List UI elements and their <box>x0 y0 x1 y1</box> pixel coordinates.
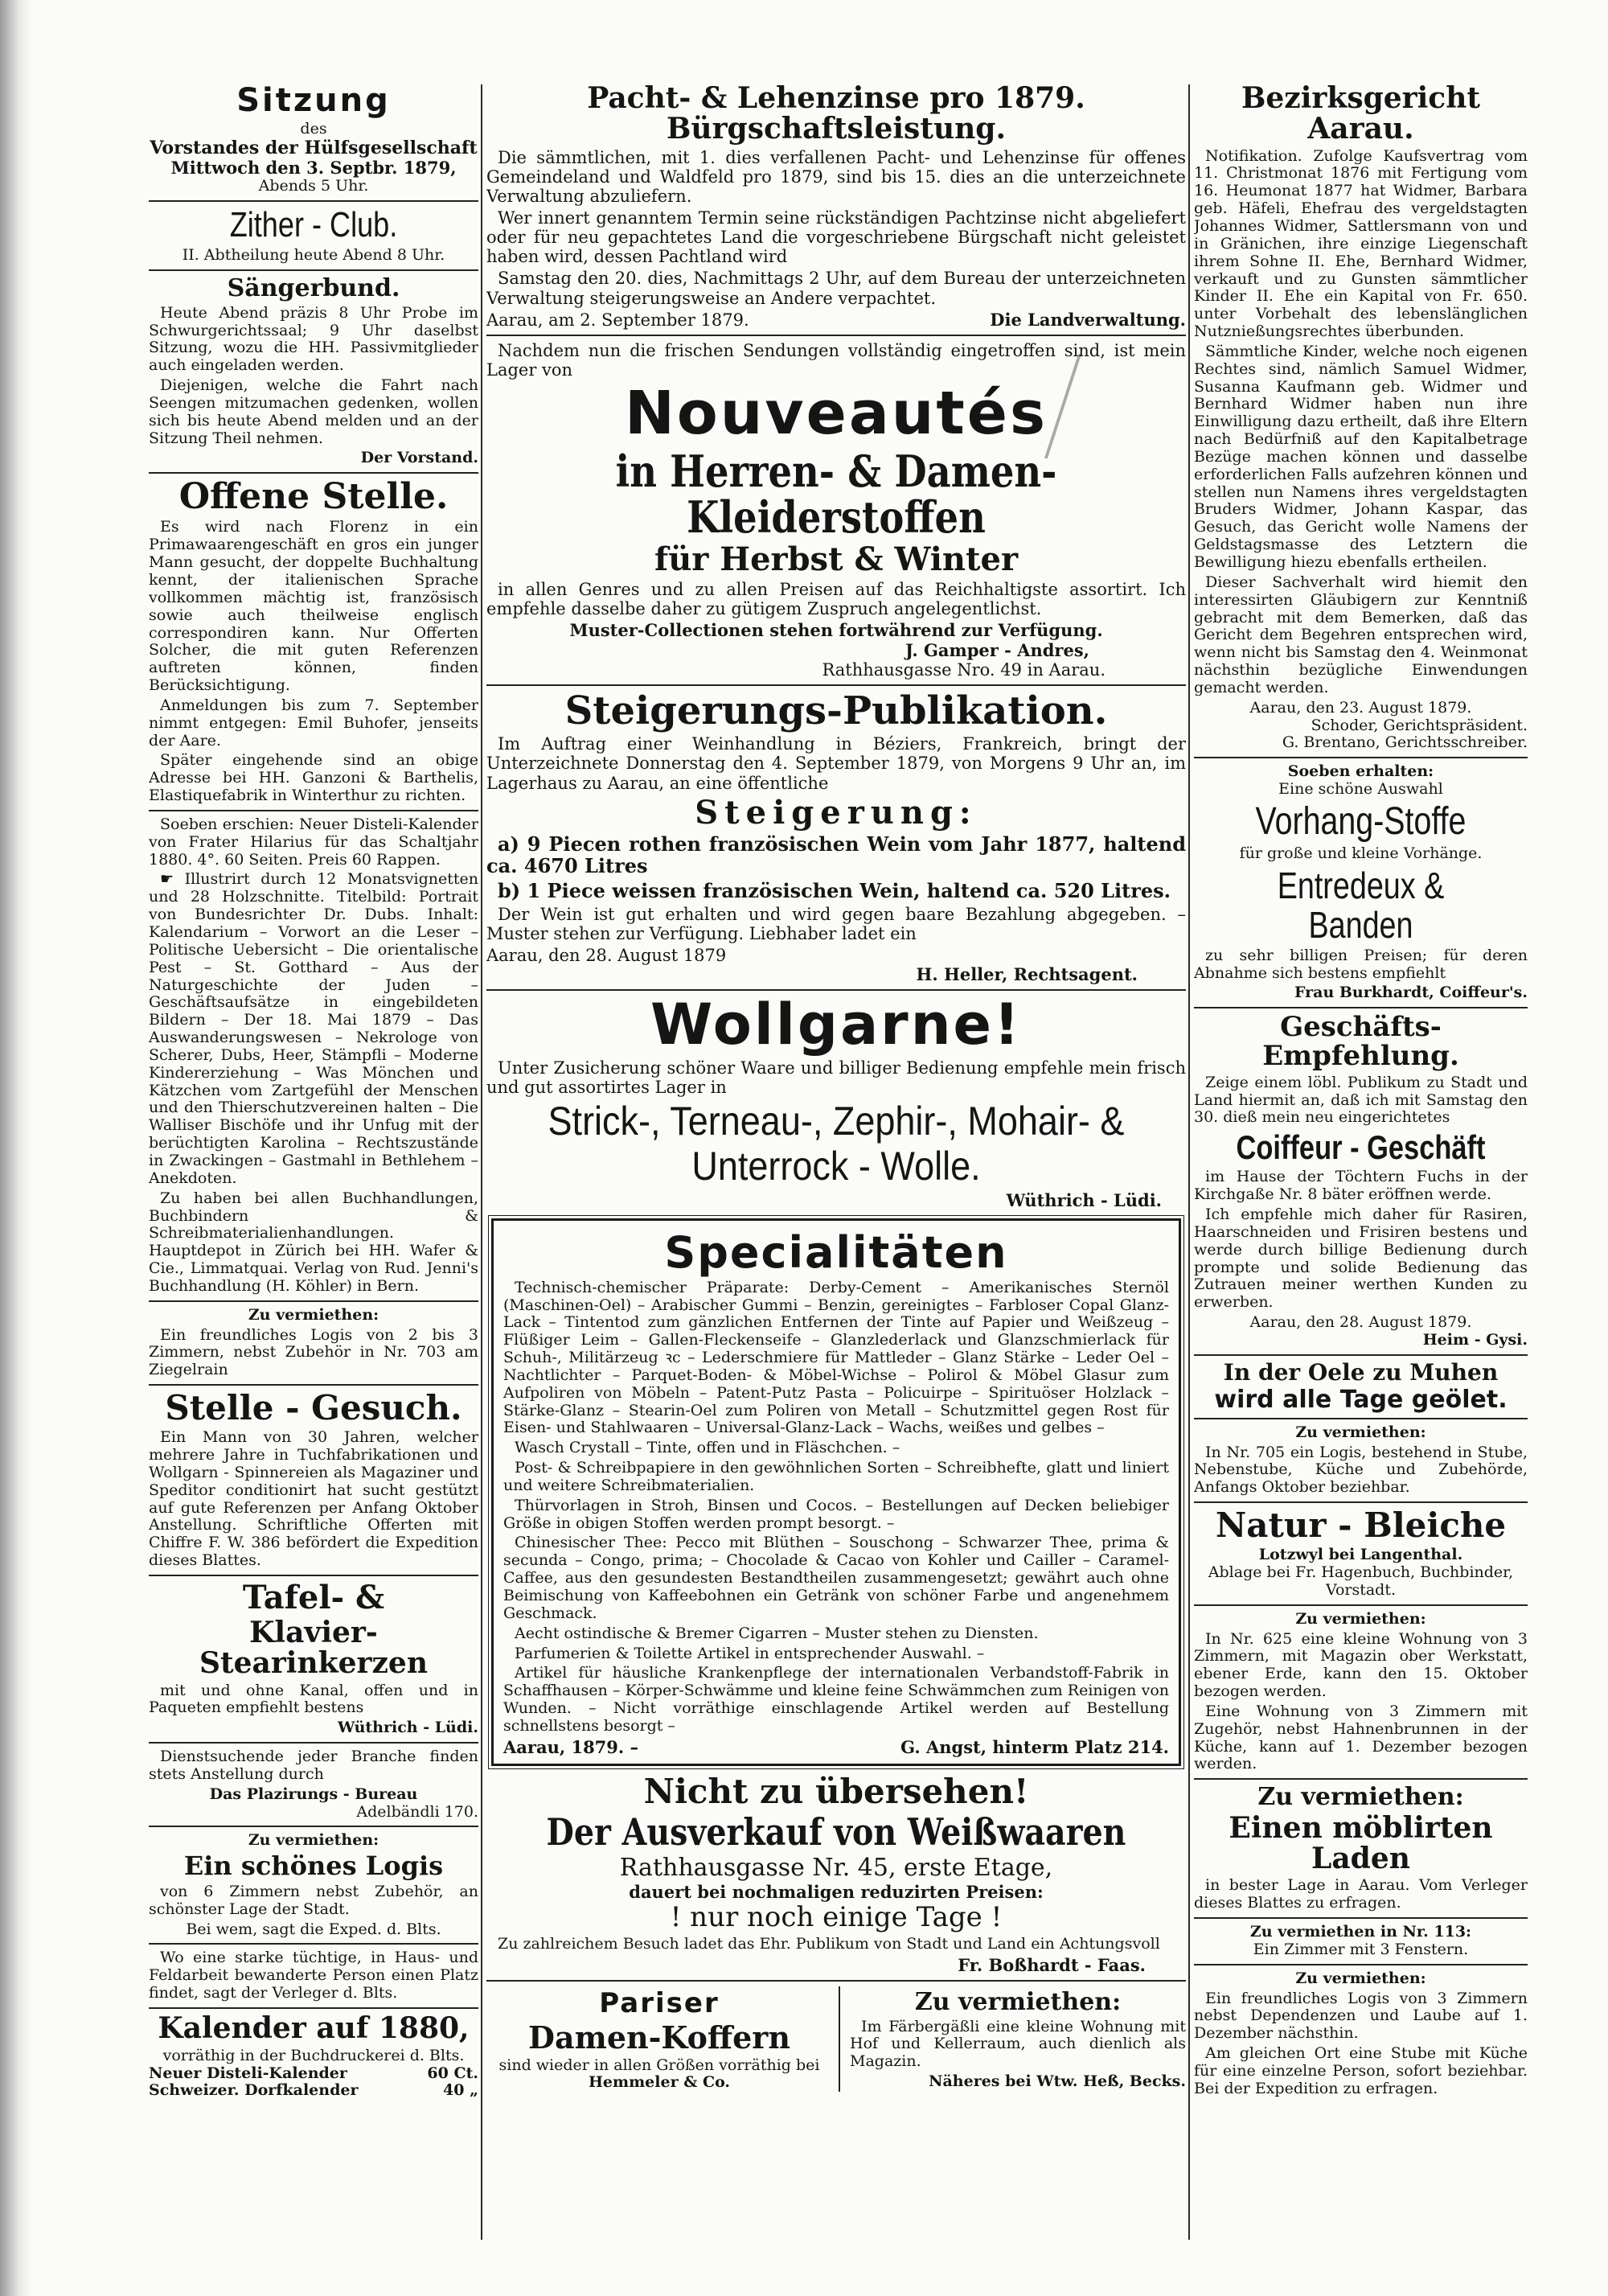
woll-sign: Wüthrich - Lüdi. <box>1006 1189 1162 1210</box>
gesch-title: Geschäfts-Empfehlung. <box>1262 1011 1459 1073</box>
gesuch-text: Ein Mann von 30 Jahren, welcher mehrere Jahre in Tuchfabrikationen und Wollgarn - Spinnereien als Magaziner und Speditor conditionirt hat sucht gestützt auf gute Referenzen per Anfang Oktober Anstellung. Schriftliche Offerten mit Chiffre F. W. 386 befördert die Expedition dieses Blattes. <box>149 1428 478 1570</box>
tafel-sign: Wüthrich - Lüdi. <box>338 1719 478 1737</box>
pacht-footer <box>486 310 1186 330</box>
saengerbund-p2: Diejenigen, welche die Fahrt nach Seengen mitzumachen gedenken, wollen sich bis heute Abend melden und an der Sitzung Theil nehmen. <box>149 376 478 447</box>
column-left <box>149 80 478 2100</box>
kalender-p2: ☛ Illustrirt durch 12 Monatsvignetten und 28 Holzschnitte. Titelbild: Portrait von Bundesrichter Dr. Dubs. Inhalt: Kalendarium – Vorwort an die Leser – Politische Uebersicht – Die orientalische Pest – St. Gotthard – Aus der Naturgeschichte der Juden – Geschäftsaufsätze in eingebildeten Bildern – Der 18. Mai 1879 – Das Auswanderungswesen – Nekrologe von Scherer, Dubs, Heer, Stämpfli – Moderne Kindererziehung – Was Mönchen und Kätzchen vom Zartgefühl der Menschen und den Thierschutzvereinen halten – Die Walliser Bischöfe und ihr Unfug mit der berüchtigten Karolina – Rechtszustände in Zwackingen – Gastmahl in Bethlehem – Anekdoten. <box>149 870 478 1187</box>
spec-p5: Chinesischer Thee: Pecco mit Blüthen – Souschong – Schwarzer Thee, prima & secunda – Congo, prima; – Chocolade & Cacao von Kohler und Cailler – Caramel-Caffee, aus den gesundesten Bestandtheilen zusammengesetzt; gewährt auch ohne Beimischung von Kaffeebohnen ein Getränk von schöner Farbe und angenehmem Geschmack. <box>503 1534 1169 1622</box>
offene-p2: Anmeldungen bis zum 7. September nimmt entgegen: Emil Buhofer, jenseits der Aare. <box>149 696 478 750</box>
ad-nouveautes <box>486 341 1186 680</box>
verm3-text: In Nr. 705 ein Logis, bestehend in Stube, Nebenstube, Küche und Zubehörde, Anfangs Oktober beziehbar. <box>1194 1443 1528 1497</box>
woll-line2: Unterrock - Wolle. <box>691 1144 981 1189</box>
dienst-text: Dienstsuchende jeder Branche finden stets Anstellung durch <box>149 1748 478 1783</box>
ad-vermiethen-5 <box>1194 1970 1528 2098</box>
pacht-p1: Die sämmtlichen, mit 1. dies verfallenen Pacht- und Lehenzinse für offenes Gemeindeland und Waldfeld pro 1879, sind bis 15. dies an die unterzeichnete Verwaltung abzuliefern. <box>486 147 1186 206</box>
nouv-text: in allen Genres und zu allen Preisen auf das Reichhaltigste assortirt. Ich empfehle dasselbe daher zu gütigem Zuspruch angelegentlichst. <box>486 580 1186 619</box>
divider <box>1194 1964 1528 1965</box>
tafel-title1: Tafel- & <box>242 1578 385 1616</box>
kal1880-item1: Neuer Disteli-Kalender <box>149 2064 347 2082</box>
ad-logis <box>149 1832 478 1938</box>
bezirk-s2: G. Brentano, Gerichtsschreiber. <box>1282 733 1528 752</box>
divider <box>1194 1604 1528 1606</box>
nouv-sub2: für Herbst & Winter <box>654 540 1019 579</box>
ad-laden <box>1194 1785 1528 1912</box>
ad-pacht <box>486 81 1186 330</box>
oele-t2: wird alle Tage geölet. <box>1214 1386 1508 1415</box>
spec-title: Specialitäten <box>664 1226 1008 1278</box>
vorhang-head: Soeben erhalten: <box>1287 762 1434 781</box>
divider <box>149 810 478 811</box>
koffer-t1: Pariser <box>599 1987 720 2020</box>
ad-kalender-1880 <box>149 2011 478 2100</box>
logis-wem: Bei wem, sagt die Exped. d. Blts. <box>186 1920 441 1938</box>
tafel-title2: Klavier-Stearinkerzen <box>199 1615 428 1680</box>
offene-p3: Später eingehende sind an obige Adresse bei HH. Ganzoni & Barthelis, Elastiquefabrik in Winterthur zu richten. <box>149 751 478 805</box>
koffer-t2: Damen-Koffern <box>528 2019 790 2056</box>
kal1880-title: Kalender auf 1880, <box>158 2011 470 2045</box>
kal1880-price2: 40 „ <box>443 2081 478 2100</box>
divider <box>149 2007 478 2009</box>
laden-head: Zu vermiethen: <box>1257 1783 1464 1812</box>
verm5-head: Zu vermiethen: <box>1295 1969 1426 1987</box>
woll-title: Wollgarne! <box>650 992 1022 1058</box>
dienst-office: Das Plazirungs - Bureau <box>209 1785 418 1803</box>
ad-specialitaeten <box>491 1218 1181 1766</box>
ad-vermiethen-4 <box>1194 1611 1528 1774</box>
gesch-date: Aarau, den 28. August 1879. <box>1249 1313 1472 1332</box>
nouv-sign1: J. Gamper - Andres, <box>905 639 1089 660</box>
divider <box>1194 1501 1528 1503</box>
ad-oele <box>1194 1358 1528 1415</box>
kal1880-row <box>149 2082 478 2100</box>
spec-footer <box>503 1738 1169 1757</box>
ad-kalender <box>149 816 478 1296</box>
divider <box>149 200 478 202</box>
vorhang-text2: für große und kleine Vorhänge. <box>1239 844 1483 863</box>
divider <box>486 1980 1186 1982</box>
divider <box>149 1575 478 1576</box>
bezirk-s1: Schoder, Gerichtspräsident. <box>1311 716 1528 734</box>
tafel-text: mit und ohne Kanal, offen und in Paqueten empfiehlt bestens <box>149 1681 478 1717</box>
nouv-intro: Nachdem nun die frischen Sendungen vollständig eingetroffen sind, ist mein Lager von <box>486 340 1186 380</box>
ausverk-addr: Rathhausgasse Nr. 45, erste Etage, <box>619 1854 1053 1883</box>
kal1880-price1: 60 Ct. <box>427 2064 478 2082</box>
nouv-sign2: Rathhausgasse Nro. 49 in Aarau. <box>822 659 1106 680</box>
column-middle <box>486 80 1186 2092</box>
vorhang-text3: zu sehr billigen Preisen; für deren Abnahme sich bestens empfiehlt <box>1194 946 1528 982</box>
ad-sitzung <box>149 84 478 195</box>
ad-damen-koffern <box>486 1986 840 2092</box>
steig-p1: Im Auftrag einer Weinhandlung in Béziers, Frankreich, bringt der Unterzeichnete Donnerstag den 4. September 1879, von Morgens 9 Uhr an, im Lagerhaus zu Aarau, an eine öffentliche <box>486 734 1186 793</box>
ad-magd <box>149 1949 478 2002</box>
bezirk-title: Bezirksgericht Aarau. <box>1241 81 1481 146</box>
verm113-text: Ein Zimmer mit 3 Fenstern. <box>1253 1940 1469 1958</box>
spec-p4: Thürvorlagen in Stroh, Binsen und Cocos. – Bestellungen auf Decken beliebiger Größe in obigen Stoffen werden prompt besorgt. – <box>503 1496 1169 1532</box>
divider <box>149 1384 478 1386</box>
spec-sign: G. Angst, hinterm Platz 214. <box>900 1736 1169 1757</box>
logis-text: von 6 Zimmern nebst Zubehör, an schönster Lage der Stadt. <box>149 1882 478 1918</box>
logis-head: Zu vermiethen: <box>248 1831 379 1850</box>
oele-t1: In der Oele zu Muhen <box>1223 1358 1499 1386</box>
pacht-title: Pacht- & Lehenzinse pro 1879. Bürgschaftsleistung. <box>587 81 1085 146</box>
spec-p8: Artikel für häusliche Krankenpflege der internationalen Verbandstoff-Fabrik in Schaffhausen – Körper-Schwämme und kleine feine Schwämmchen zum Reinigen von Wunden. – Nicht vorräthige einschlagende Artikel werden auf Bestellung schnellstens besorgt – <box>503 1664 1169 1735</box>
divider <box>1194 1778 1528 1780</box>
gesch-p3: Ich empfehle mich daher für Rasiren, Haarschneiden und Frisiren bestens und werde durch billige Bedienung durch prompte und solide Bedienung das Zutrauen meiner werthen Kunden zu erwerben. <box>1194 1206 1528 1312</box>
ad-steigerung <box>486 688 1186 984</box>
steig-sign: H. Heller, Rechtsagent. <box>916 963 1138 984</box>
ad-natur-bleiche <box>1194 1505 1528 1600</box>
column-rule-right <box>1188 84 1190 2240</box>
divider <box>149 1300 478 1302</box>
woll-text: Unter Zusicherung schöner Waare und billiger Bedienung empfehle mein frisch und gut assortirtes Lager in <box>486 1058 1186 1097</box>
kalender-p1: Soeben erschien: Neuer Disteli-Kalender von Frater Hilarius für das Schaltjahr 1880. 4°. 60 Seiten. Preis 60 Rappen. <box>149 815 478 869</box>
verm4-p1: In Nr. 625 eine kleine Wohnung von 3 Zimmern, mit Magazin ober Werkstatt, ebener Erde, kann den 15. Oktober bezogen werden. <box>1194 1629 1528 1701</box>
vorhang-title2: Entredeux & Banden <box>1277 865 1445 946</box>
pacht-date: Aarau, am 2. September 1879. <box>486 310 749 330</box>
sitzung-time: Abends 5 Uhr. <box>258 177 369 195</box>
ad-vermiethen-1 <box>149 1307 478 1379</box>
divider <box>149 472 478 474</box>
ad-ausverkauf <box>486 1771 1186 1975</box>
sitzung-des: des <box>300 120 327 138</box>
divider <box>1194 1418 1528 1419</box>
spec-p7: Parfumerien & Toilette Artikel in entsprechender Auswahl. – <box>515 1644 985 1662</box>
kal1880-row <box>149 2065 478 2083</box>
steig-p2: Der Wein ist gut erhalten und wird gegen baare Bezahlung abgegeben. – Muster stehen zur Verfügung. Liebhaber ladet ein <box>486 904 1186 943</box>
bezirk-p1: Notifikation. Zufolge Kaufsvertrag vom 11. Christmonat 1876 mit Fertigung vom 16. Heumonat 1877 hat Widmer, Barbara geb. Häfeli, Ehefrau des vergeldstagten Johannes Widmer, Sattlersmann von und in Gränichen, ihre einzige Liegenschaft ihrem Sohne II. Ehe, Bernhard Widmer, verkauft und zu Gunsten sämmtlicher Kinder II. Ehe ein Kapital von Fr. 650. unter Vorbehalt des lebenslänglichen Nutznießungsrechtes überbunden. <box>1194 146 1528 341</box>
column-right <box>1194 80 1528 2101</box>
ausverk-invite: Zu zahlreichem Besuch ladet das Ehr. Publikum von Stadt und Land ein Achtungsvoll <box>498 1935 1160 1953</box>
bezirk-p2: Sämmtliche Kinder, welche noch eigenen Rechtes sind, nämlich Samuel Widmer, Susanna Kaufmann geb. Widmer und Bernhard Widmer haben nun ihre Einwilligung dazu ertheilt, daß ihre Eltern nach Bedürfniß auf den Kapitalbetrage Bezüge machen können und dasselbe erforderlichen Falls aufzehren können und stellen nun Namens ihres vergeldstagten Bruders Widmer, Johann Kaspar, das Gesuch, das Gericht wolle Namens der Geldstagsmasse des Letztern die Bewilligung hiezu ebenfalls ertheilen. <box>1194 342 1528 571</box>
gesch-p2: im Hause der Töchtern Fuchs in der Kirchgaße Nr. 8 bäter eröffnen werde. <box>1194 1168 1528 1204</box>
bezirk-date: Aarau, den 23. August 1879. <box>1249 698 1472 717</box>
nouv-sub1: in Herren- & Damen-Kleiderstoffen <box>615 445 1057 543</box>
natur-title: Natur - Bleiche <box>1215 1505 1507 1546</box>
saengerbund-sign: Der Vorstand. <box>360 449 478 467</box>
verm2-naeh: Näheres bei Wtw. Heß, Becks. <box>929 2072 1186 2091</box>
logis-title: Ein schönes Logis <box>183 1850 444 1882</box>
offene-title: Offene Stelle. <box>178 476 449 518</box>
divider <box>1194 757 1528 758</box>
koffer-sign: Hemmeler & Co. <box>588 2073 731 2092</box>
spec-p3: Post- & Schreibpapiere in den gewöhnlichen Sorten – Schreibhefte, glatt und liniert und weitere Schreibmaterialien. <box>503 1459 1169 1494</box>
dienst-addr: Adelbändli 170. <box>356 1802 478 1821</box>
ad-vermiethen-113 <box>1194 1924 1528 1959</box>
divider <box>149 1742 478 1744</box>
kal1880-text: vorräthig in der Buchdruckerei d. Blts. <box>162 2046 465 2064</box>
ad-vorhang <box>1194 763 1528 1002</box>
gesch-title2: Coiffeur - Geschäft <box>1236 1128 1486 1167</box>
saengerbund-p1: Heute Abend präzis 8 Uhr Probe im Schwurgerichtssaal; 9 Uhr daselbst Sitzung, wozu die HH. Passivmitglieder auch eingeladen werden. <box>149 303 478 375</box>
steig-title: Steigerungs-Publikation. <box>564 688 1108 733</box>
spec-p2: Wasch Crystall – Tinte, offen und in Fläschchen. – <box>515 1439 900 1457</box>
bottom-pair <box>486 1986 1186 2092</box>
kalender-p3: Zu haben bei allen Buchhandlungen, Buchbindern & Schreibmaterialienhandlungen. Hauptdepot in Zürich bei HH. Wafer & Cie., Limmatquai. Verlag von Rud. Jenni's Buchhandlung (H. Köhler) in Bern. <box>149 1189 478 1295</box>
ausverk-text: dauert bei nochmaligen reduzirten Preisen: <box>629 1881 1044 1902</box>
offene-p1: Es wird nach Florenz in ein Primawaarengeschäft en gros ein junger Mann gesucht, der doppelte Buchhaltung kennt, der italienischen Sprache vollkommen mächtig ist, französisch sowie auch theilweise englisch correspondiren kann. Nur Offerten Solcher, die mit guten Referenzen auftreten können, finden Berücksichtigung. <box>149 518 478 695</box>
natur-text: Ablage bei Fr. Hagenbuch, Buchbinder, Vorstadt. <box>1208 1563 1514 1599</box>
divider <box>486 335 1186 336</box>
pacht-sign: Die Landverwaltung. <box>990 309 1186 330</box>
divider <box>149 1943 478 1945</box>
ad-saengerbund <box>149 276 478 467</box>
steig-date: Aarau, den 28. August 1879 <box>486 945 727 965</box>
divider <box>486 989 1186 991</box>
spec-p1: Technisch-chemischer Präparate: Derby-Cement – Amerikanisches Sternöl (Maschinen-Oel) – Arabischer Gummi – Benzin, gereinigtes – Farbloser Copal Glanz-Lack – Tintentod zum gänzlichen Entfernen der Tinte auf Papier und Weißzeug – Flüßiger Leim – Gallen-Fleckenseife – Glanzlederlack und Glanzschmierlack für Schuh-, Militärzeug ꝛc – Lederschmiere für Mattleder – Glanz Stärke – Leder Oel – Nachtlichter – Parquet-Boden- & Möbel-Wichse – Polirol & Möbel Glasur zum Aufpoliren von Möbeln – Patent-Putz Pasta – Policuirpe – Spirituöser Holzlack – Stärke-Glanz – Stearin-Oel zum Poliren von Metall – Schutzmittel gegen Rost für Eisen- und Stahlwaaren – Universal-Glanz-Lack – Wachs, weißes und gelbes – <box>503 1278 1169 1437</box>
kal1880-item2: Schweizer. Dorfkalender <box>149 2081 359 2100</box>
zither-text: II. Abtheilung heute Abend 8 Uhr. <box>182 246 445 265</box>
sitzung-org: Vorstandes der Hülfsgesellschaft <box>150 137 478 158</box>
laden-text: in bester Lage in Aarau. Vom Verleger dieses Blattes zu erfragen. <box>1194 1876 1528 1912</box>
koffer-text: sind wieder in allen Größen vorräthig bei <box>498 2056 820 2074</box>
verm5-p2: Am gleichen Ort eine Stube mit Küche für eine einzelne Person, sofort beziehbar. Bei der Expedition zu erfragen. <box>1194 2044 1528 2097</box>
ad-wollgarne <box>486 992 1186 1210</box>
vorhang-title: Vorhang-Stoffe <box>1255 799 1466 843</box>
verm113-head: Zu vermiethen in Nr. 113: <box>1249 1923 1472 1941</box>
verm4-p2: Eine Wohnung von 3 Zimmern mit Zugehör, nebst Hahnenbrunnen in der Küche, kann auf 1. Dezember bezogen werden. <box>1194 1702 1528 1773</box>
ad-vermiethen-3 <box>1194 1424 1528 1497</box>
ad-bezirksgericht <box>1194 81 1528 752</box>
divider <box>1194 1354 1528 1356</box>
nouv-title: Nouveautés <box>624 379 1048 449</box>
bezirk-p3: Dieser Sachverhalt wird hiemit den interessirten Gläubigern zur Kenntniß gebracht mit dem Bemerken, daß das Gericht dem Begehren entsprechen wird, wenn nicht bis Samstag den 4. Weinmonat nächsthin bezügliche Einwendungen gemacht werden. <box>1194 573 1528 696</box>
gesuch-title: Stelle - Gesuch. <box>165 1388 462 1428</box>
woll-line1: Strick-, Terneau-, Zephir-, Mohair- & <box>548 1098 1125 1144</box>
ad-offene-stelle <box>149 476 478 805</box>
natur-sub: Lotzwyl bei Langenthal. <box>1258 1546 1463 1564</box>
verm4-head: Zu vermiethen: <box>1295 1609 1426 1628</box>
ad-tafel <box>149 1578 478 1737</box>
sitzung-date: Mittwoch den 3. Septbr. 1879, <box>170 158 457 179</box>
vorhang-sign: Frau Burkhardt, Coiffeur's. <box>1294 984 1528 1002</box>
ad-stelle-gesuch <box>149 1390 478 1570</box>
magd-text: Wo eine starke tüchtige, in Haus- und Feldarbeit bewanderte Person einen Platz findet, sagt der Verleger d. Blts. <box>149 1949 478 2002</box>
laden-title: Einen möblirten Laden <box>1229 1810 1493 1875</box>
gesch-sign: Heim - Gysi. <box>1422 1330 1528 1349</box>
steig-b: b) 1 Piece weissen französischen Wein, haltend ca. 520 Litres. <box>498 878 1171 902</box>
spec-p6: Aecht ostindische & Bremer Cigarren – Muster stehen zu Diensten. <box>515 1624 1039 1642</box>
steig-a: a) 9 Piecen rothen französischen Wein vom Jahr 1877, haltend ca. 4670 Litres <box>486 832 1186 878</box>
steig-head: Steigerung: <box>695 793 978 832</box>
ausverk-title: Der Ausverkauf von Weißwaaren <box>546 1810 1126 1854</box>
vermiethen1-text: Ein freundliches Logis von 2 bis 3 Zimmern, nebst Zubehör in Nr. 703 am Ziegelrain <box>149 1325 478 1379</box>
divider <box>149 269 478 271</box>
vorhang-text: Eine schöne Auswahl <box>1278 780 1443 799</box>
ad-dienst <box>149 1748 478 1821</box>
ad-vermiethen-2 <box>840 1986 1186 2092</box>
sitzung-title: Sitzung <box>236 82 391 119</box>
divider <box>486 684 1186 686</box>
spec-date: Aarau, 1879. – <box>503 1736 639 1757</box>
ausverk-sign: Fr. Boßhardt - Faas. <box>958 1954 1146 1975</box>
verm2-text: Im Färbergäßli eine kleine Wohnung mit Hof und Kellerraum, auch dienlich als Magazin. <box>850 2017 1186 2071</box>
divider <box>1194 1007 1528 1008</box>
saengerbund-title: Sängerbund. <box>227 274 400 303</box>
verm3-head: Zu vermiethen: <box>1295 1423 1426 1441</box>
column-rule-left <box>481 84 482 2240</box>
verm2-head: Zu vermiethen: <box>914 1988 1122 2017</box>
pacht-p2: Wer innert genanntem Termin seine rückständigen Pachtzinse nicht abgeliefert oder für neu gepachtetes Land die vorgeschriebene Bürgschaft nicht geleistet haben wird, dessen Pachtland wird <box>486 208 1186 267</box>
ausverk-days: ! nur noch einige Tage ! <box>670 1900 1003 1933</box>
zither-title: Zither - Club. <box>229 205 398 245</box>
ausverk-head: Nicht zu übersehen! <box>643 1771 1029 1811</box>
ad-zither <box>149 207 478 265</box>
page-edge-shadow <box>0 0 32 2296</box>
divider <box>1194 1917 1528 1919</box>
vermiethen1-head: Zu vermiethen: <box>248 1305 379 1324</box>
ad-geschaefts <box>1194 1013 1528 1349</box>
verm5-p1: Ein freundliches Logis von 3 Zimmern nebst Dependenzen und Laube auf 1. Dezember nächsthin. <box>1194 1989 1528 2043</box>
pacht-p3: Samstag den 20. dies, Nachmittags 2 Uhr, auf dem Bureau der unterzeichneten Verwaltung steigerungsweise an Andere verpachtet. <box>486 269 1186 308</box>
gesch-p1: Zeige einem löbl. Publikum zu Stadt und Land hiermit an, daß ich mit Samstag den 30. dieß mein neu eingerichtetes <box>1194 1073 1528 1127</box>
divider <box>149 1826 478 1827</box>
nouv-muster: Muster-Collectionen stehen fortwährend zur Verfügung. <box>569 620 1103 641</box>
